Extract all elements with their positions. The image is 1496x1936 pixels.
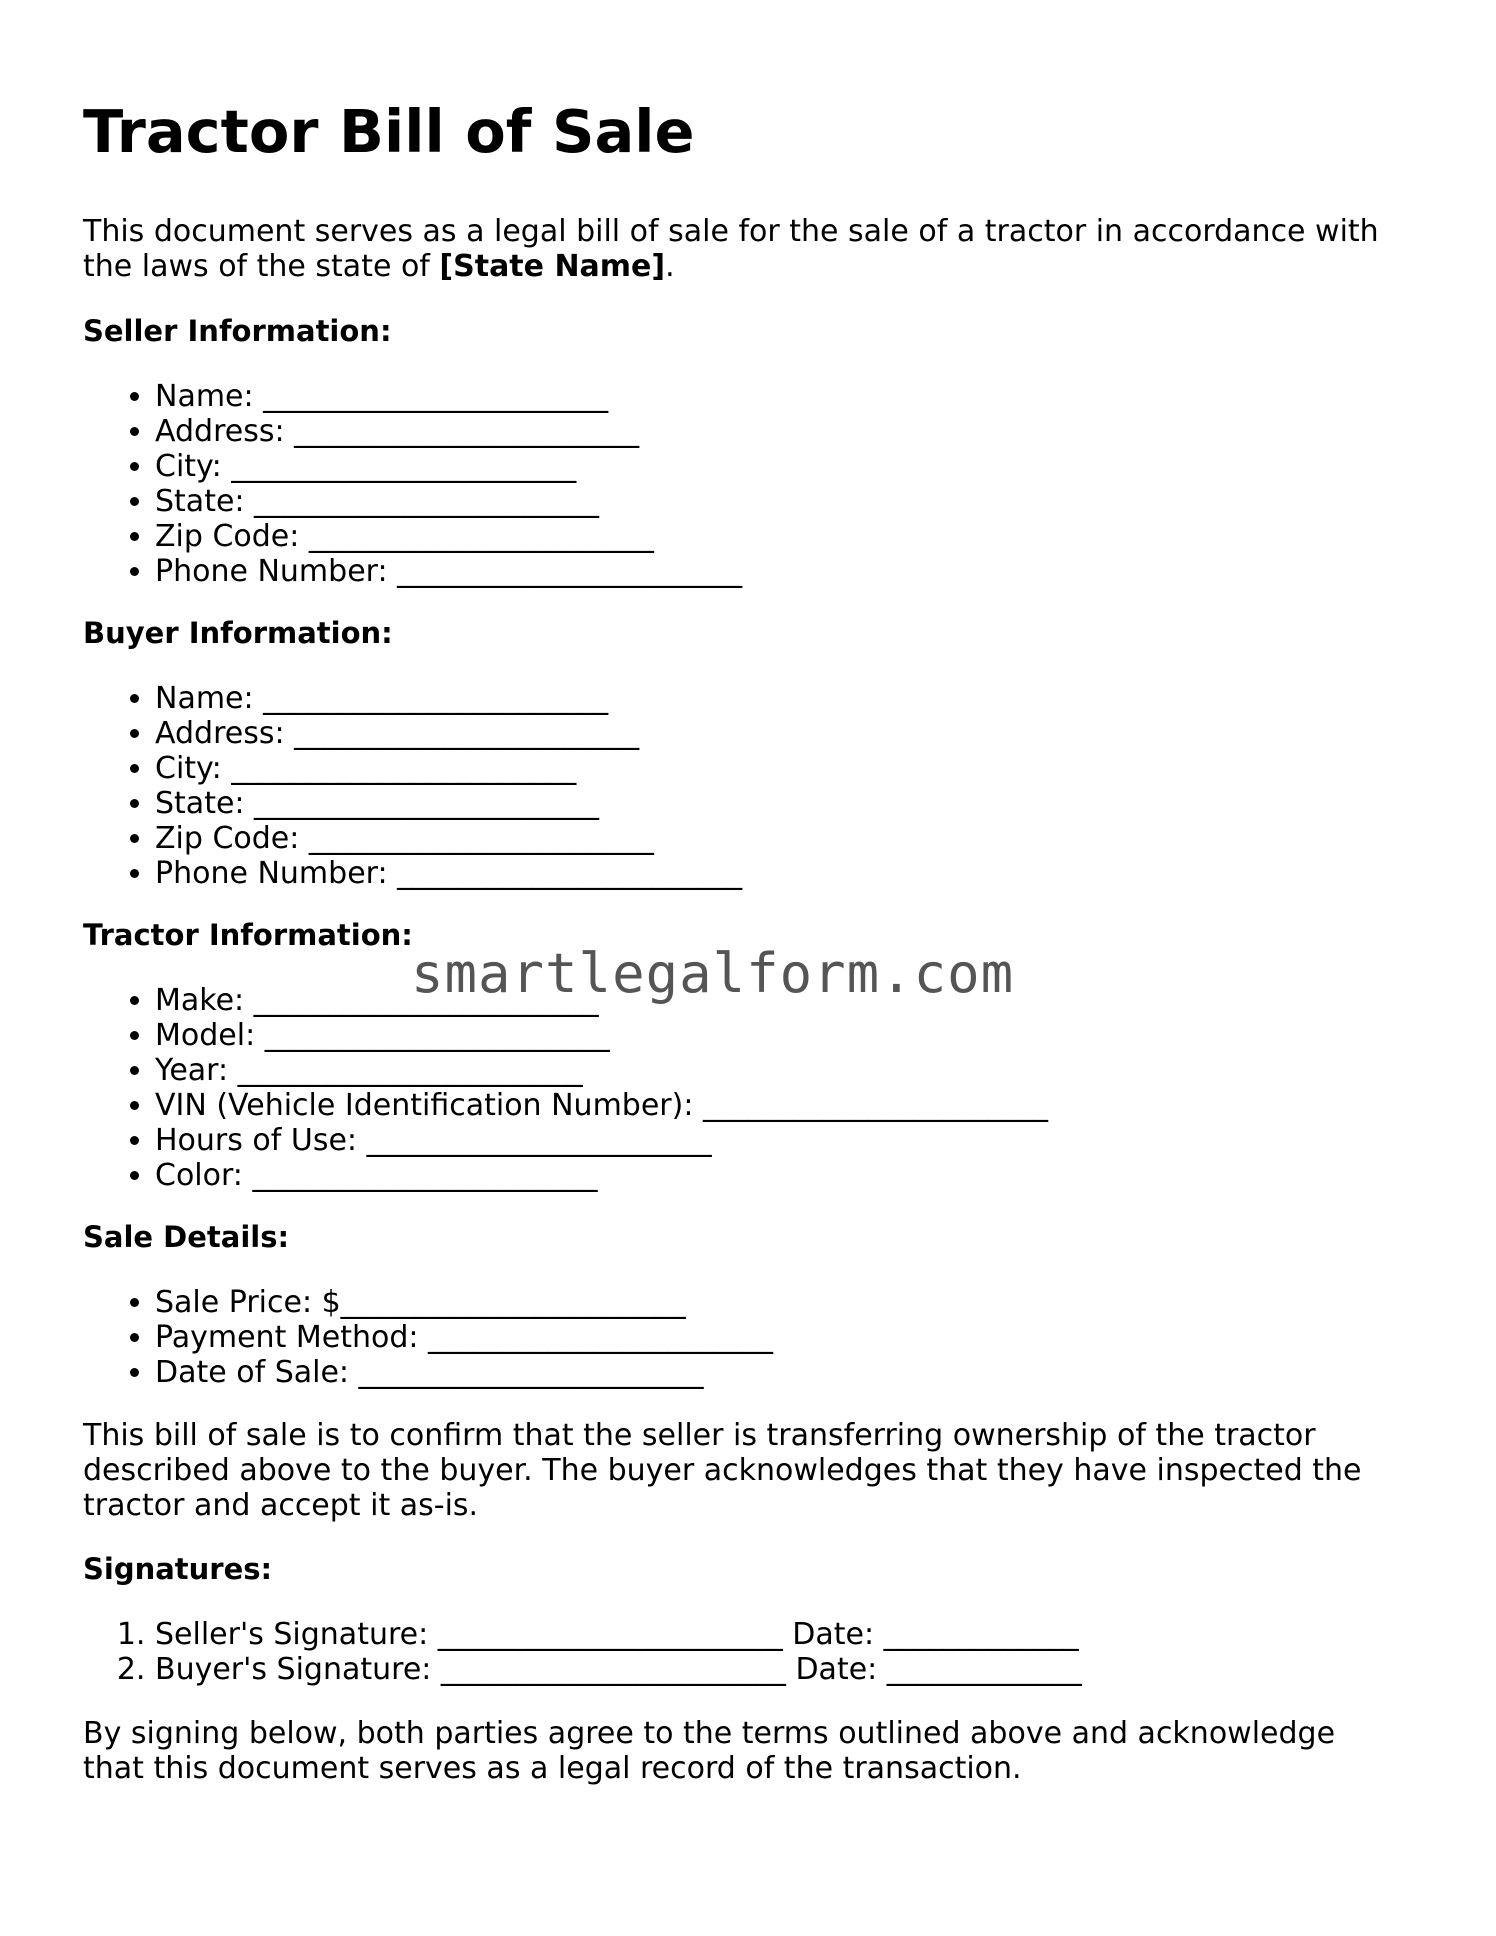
tractor-heading: Tractor Information:	[83, 918, 413, 952]
buyer-phone-field[interactable]: • Phone Number: _______________________	[155, 856, 1423, 891]
signatures-list	[83, 1617, 1423, 1687]
signatures-heading: Signatures:	[83, 1552, 273, 1586]
sale-price-field[interactable]: • Sale Price: $_______________________	[155, 1285, 1423, 1320]
seller-heading: Seller Information:	[83, 314, 392, 348]
tractor-model-field[interactable]: • Model: _______________________	[155, 1018, 1423, 1053]
seller-zip-field[interactable]: • Zip Code: _______________________	[155, 519, 1423, 554]
seller-phone-field[interactable]: • Phone Number: _______________________	[155, 554, 1423, 589]
tractor-vin-field[interactable]: • VIN (Vehicle Identification Number): _______________________	[155, 1088, 1423, 1123]
buyer-address-field[interactable]: • Address: _______________________	[155, 716, 1423, 751]
seller-name-field[interactable]: • Name: _______________________	[155, 379, 1423, 414]
seller-state-field[interactable]: • State: _______________________	[155, 484, 1423, 519]
closing-paragraph: By signing below, both parties agree to the terms outlined above and acknowledge that this document serves as a legal record of the transaction.	[83, 1716, 1336, 1786]
tractor-year-field[interactable]: • Year: _______________________	[155, 1053, 1423, 1088]
buyer-city-field[interactable]: • City: _______________________	[155, 751, 1423, 786]
intro-text-end: .	[665, 249, 675, 284]
document-title: Tractor Bill of Sale	[83, 97, 695, 166]
sale-list	[83, 1285, 1423, 1390]
buyer-heading: Buyer Information:	[83, 616, 393, 650]
intro-text: This document serves as a legal bill of sale for the sale of a tractor in accordance with the laws of the state of	[83, 214, 1379, 284]
buyer-state-field[interactable]: • State: _______________________	[155, 786, 1423, 821]
intro-paragraph	[83, 214, 1423, 284]
buyer-zip-field[interactable]: • Zip Code: _______________________	[155, 821, 1423, 856]
buyer-name-field[interactable]: • Name: _______________________	[155, 681, 1423, 716]
signatures-section	[83, 1552, 1423, 1687]
document-page	[83, 97, 1423, 166]
sale-section	[83, 1220, 1423, 1390]
tractor-make-field[interactable]: • Make: _______________________	[155, 983, 1423, 1018]
buyer-section	[83, 616, 1423, 891]
seller-section	[83, 314, 1423, 589]
seller-city-field[interactable]: • City: _______________________	[155, 449, 1423, 484]
buyer-signature-line[interactable]: 2. Buyer's Signature: _______________________ Date: _____________	[155, 1652, 1423, 1687]
confirmation-paragraph: This bill of sale is to confirm that the seller is transferring ownership of the tractor described above to the buyer. The buyer acknowledges that they have inspected the tractor and accept it as-is.	[83, 1418, 1362, 1523]
tractor-color-field[interactable]: • Color: _______________________	[155, 1158, 1423, 1193]
tractor-hours-field[interactable]: • Hours of Use: _______________________	[155, 1123, 1423, 1158]
watermark-text: smartlegalform.com	[411, 942, 1015, 1005]
payment-method-field[interactable]: • Payment Method: _______________________	[155, 1320, 1423, 1355]
sale-heading: Sale Details:	[83, 1220, 290, 1254]
seller-address-field[interactable]: • Address: _______________________	[155, 414, 1423, 449]
seller-signature-line[interactable]: 1. Seller's Signature: _______________________ Date: _____________	[155, 1617, 1423, 1652]
buyer-list	[83, 681, 1423, 891]
tractor-list	[83, 983, 1423, 1193]
date-of-sale-field[interactable]: • Date of Sale: _______________________	[155, 1355, 1423, 1390]
seller-list	[83, 379, 1423, 589]
state-placeholder: [State Name]	[439, 249, 666, 284]
